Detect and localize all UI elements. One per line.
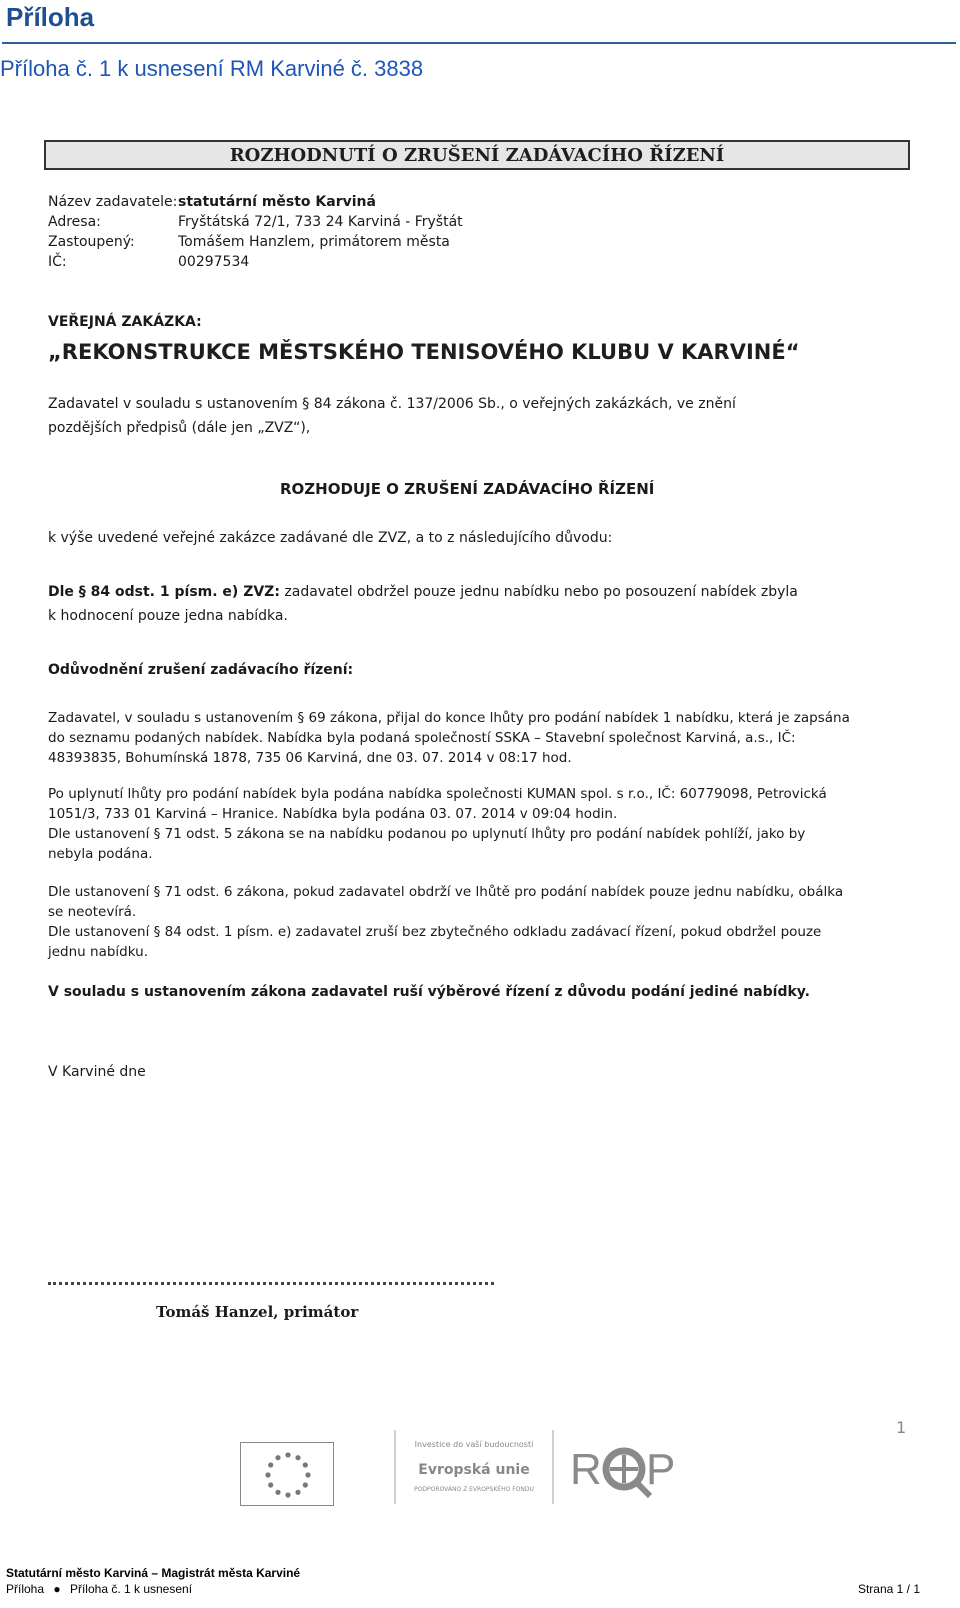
info-label: Název zadavatele: (48, 194, 178, 210)
paragraph-line: Dle ustanovení § 71 odst. 5 zákona se na nabídku podanou po uplynutí lhůty pro podání nabídek pohlíží, jako by (48, 826, 806, 842)
paragraph-line: Po uplynutí lhůty pro podání nabídek byla podána nabídka společnosti KUMAN spol. s r.o., IČ: 60779098, Petrovická (48, 786, 827, 802)
decision-title: ROZHODUJE O ZRUŠENÍ ZADÁVACÍHO ŘÍZENÍ (280, 480, 655, 498)
reason-legal-ref: Dle § 84 odst. 1 písm. e) ZVZ: (48, 584, 280, 600)
reason-line-2: k hodnocení pouze jedna nabídka. (48, 608, 288, 624)
logo-divider (552, 1430, 554, 1504)
paragraph-line: se neotevírá. (48, 904, 137, 920)
paragraph-line: Dle ustanovení § 71 odst. 6 zákona, pokud zadavatel obdrží ve lhůtě pro podání nabídek pouze jednu nabídku, obálka (48, 884, 844, 900)
eu-star (268, 1482, 273, 1487)
intro-line-1: Zadavatel v souladu s ustanovením § 84 zákona č. 137/2006 Sb., o veřejných zakázkách, ve znění (48, 396, 736, 412)
eu-flag-icon (240, 1442, 334, 1506)
footer-page-indicator: Strana 1 / 1 (857, 1582, 920, 1596)
paragraph-line: Dle ustanovení § 84 odst. 1 písm. e) zadavatel zruší bez zbytečného odkladu zadávací řízení, pokud obdržel pouze (48, 924, 822, 940)
paragraph-line: Zadavatel, v souladu s ustanovením § 69 zákona, přijal do konce lhůty pro podání nabídek 1 nabídku, která je zapsána (48, 710, 850, 726)
svg-text:P: P (646, 1445, 676, 1494)
footer-breadcrumb (6, 1582, 192, 1596)
eu-name: Evropská unie (418, 1462, 530, 1478)
paragraph-line: do seznamu podaných nabídek. Nabídka byla podaná společností SSKA – Stavební společnost Karviná, a.s., IČ: (48, 730, 796, 746)
eu-star (265, 1472, 270, 1477)
eu-star (275, 1455, 280, 1460)
rop-logo-icon (570, 1432, 690, 1504)
justification-paragraph-2 (48, 784, 910, 864)
eu-star (295, 1455, 300, 1460)
contract-title: „REKONSTRUKCE MĚSTSKÉHO TENISOVÉHO KLUBU V KARVINÉ“ (48, 340, 800, 364)
paragraph-line: jednu nabídku. (48, 944, 148, 960)
contract-label: VEŘEJNÁ ZAKÁZKA: (48, 314, 202, 330)
paragraph-line: 48393835, Bohumínská 1878, 735 06 Karviná, dne 03. 07. 2014 v 08:17 hod. (48, 750, 572, 766)
footer-crumb[interactable]: Příloha (6, 1582, 45, 1596)
place-date: V Karviné dne (48, 1064, 146, 1080)
footer-crumb[interactable]: Příloha č. 1 k usnesení (69, 1582, 193, 1596)
eu-star (275, 1490, 280, 1495)
justification-title: Odůvodnění zrušení zadávacího řízení: (48, 662, 354, 678)
info-value: Fryštátská 72/1, 733 24 Karviná - Fryštát (178, 214, 463, 230)
paragraph-line: nebyla podána. (48, 846, 153, 862)
eu-star (295, 1490, 300, 1495)
info-value: 00297534 (178, 254, 250, 270)
footer-organization: Statutární město Karviná – Magistrát města Karviné (6, 1566, 301, 1580)
svg-text:R: R (570, 1445, 602, 1494)
document-title-box: ROZHODNUTÍ O ZRUŠENÍ ZADÁVACÍHO ŘÍZENÍ (44, 140, 910, 170)
info-label: Adresa: (48, 214, 101, 230)
paragraph-line: 1051/3, 733 01 Karviná – Hranice. Nabídka byla podána 03. 07. 2014 v 09:04 hodin. (48, 806, 618, 822)
reason-line-1 (48, 584, 798, 600)
intro-line-2: pozdějších předpisů (dále jen „ZVZ“), (48, 420, 311, 436)
eu-star (303, 1482, 308, 1487)
eu-star (305, 1472, 310, 1477)
justification-paragraph-3 (48, 882, 910, 962)
document-page-number: 1 (896, 1418, 907, 1437)
eu-tagline: Investice do vaší budoucnosti (414, 1440, 534, 1449)
info-label: IČ: (48, 254, 67, 270)
info-value: Tomášem Hanzlem, primátorem města (178, 234, 450, 250)
signature-line (48, 1282, 494, 1285)
reason-text: zadavatel obdržel pouze jednu nabídku nebo po posouzení nabídek zbyla (279, 584, 798, 600)
justification-paragraph-1 (48, 708, 910, 768)
eu-star (285, 1452, 290, 1457)
bullet-icon: ● (53, 1582, 61, 1596)
eu-fund-text: PODPOROVÁNO Z EVROPSKÉHO FONDU (414, 1486, 534, 1493)
conclusion: V souladu s ustanovením zákona zadavatel ruší výběrové řízení z důvodu podání jediné nabídky. (48, 984, 810, 1000)
info-value: statutární město Karviná (178, 194, 376, 210)
info-label: Zastoupený: (48, 234, 135, 250)
reason-intro: k výše uvedené veřejné zakázce zadávané dle ZVZ, a to z následujícího důvodu: (48, 530, 613, 546)
eu-star (268, 1462, 273, 1467)
eu-star (285, 1492, 290, 1497)
eu-star (303, 1462, 308, 1467)
signer-name: Tomáš Hanzel, primátor (156, 1303, 359, 1321)
logo-band (240, 1430, 690, 1504)
attachment-subtitle: Příloha č. 1 k usnesení RM Karviné č. 3838 (0, 56, 424, 81)
page-title: Příloha (6, 2, 95, 32)
